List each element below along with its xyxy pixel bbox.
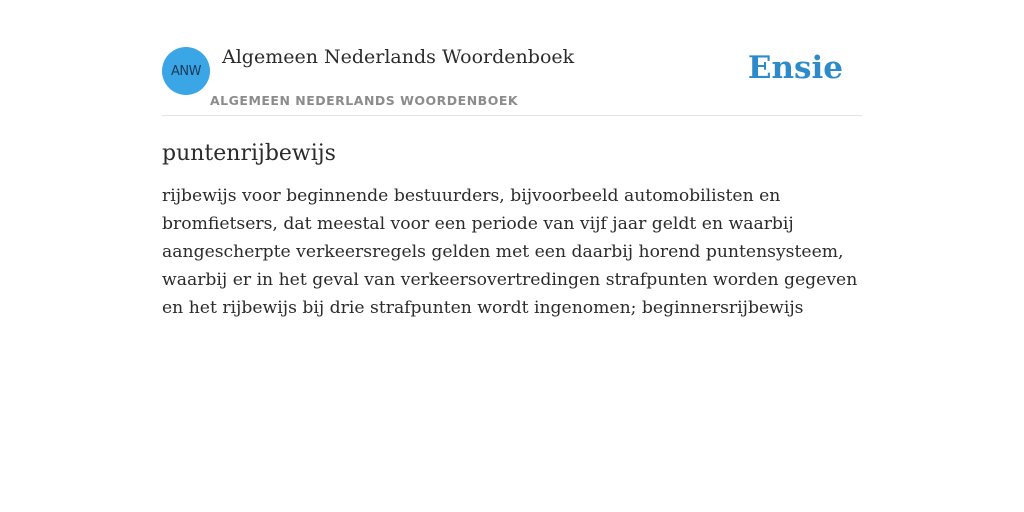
- definition-text: rijbewijs voor beginnende bestuurders, bijvoorbeeld automobilisten en bromfietsers, dat meestal voor een periode van vijf jaar geldt en waarbij aangescherpte verkeersregels gelden met een daarbij horend puntensysteem, waarbij er in het geval van verkeersovertredingen strafpunten worden gegeven en het rijbewijs bij drie strafpunten wordt ingenomen; beginnersrijbewijs: [162, 186, 858, 318]
- source-logo: [162, 47, 210, 95]
- source-header: [162, 46, 862, 116]
- page: [162, 0, 862, 322]
- source-logo-text: ANW: [171, 63, 201, 79]
- source-title: Algemeen Nederlands Woordenboek: [222, 46, 575, 68]
- headword: puntenrijbewijs: [162, 141, 336, 166]
- ensie-logo-link[interactable]: Ensie: [747, 50, 843, 86]
- source-subtitle: ALGEMEEN NEDERLANDS WOORDENBOEK: [210, 93, 519, 108]
